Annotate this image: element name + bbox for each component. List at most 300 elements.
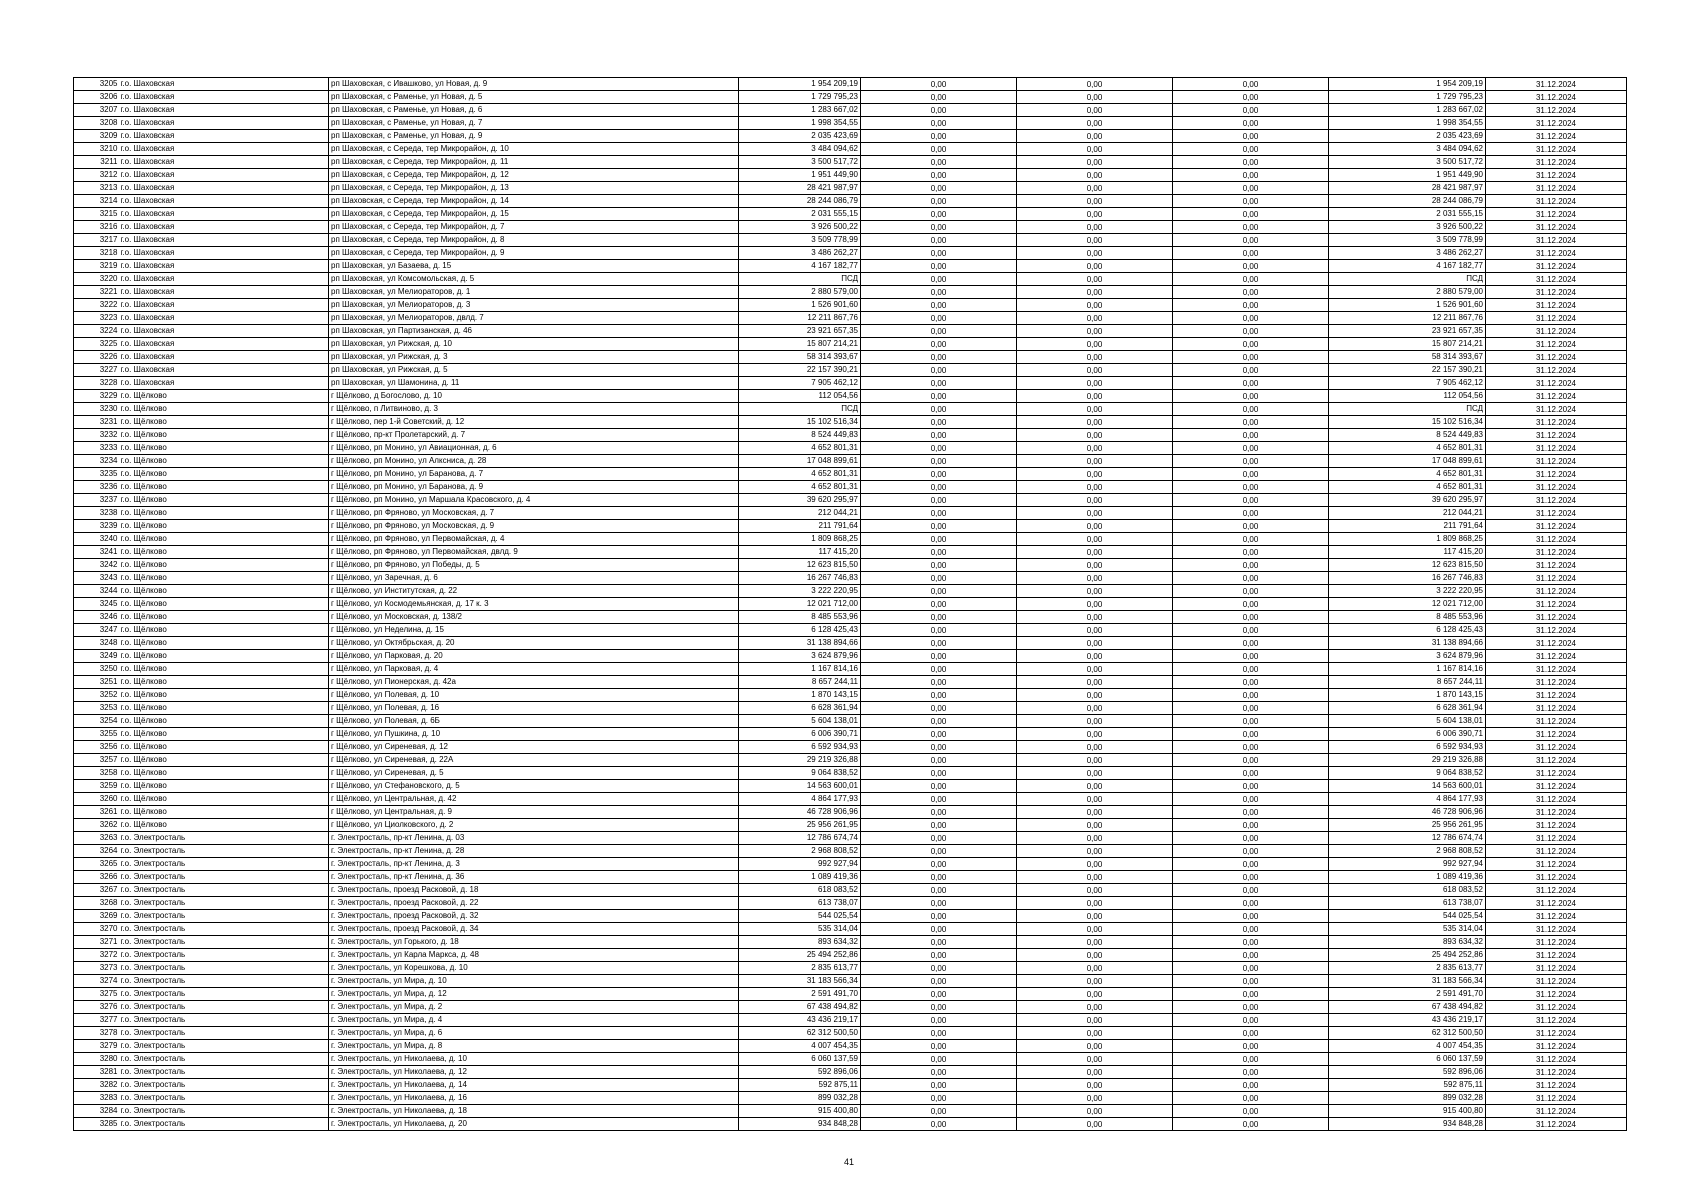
address-cell: г Щёлково, ул Институтская, д. 22 [329, 585, 739, 598]
zero-value-cell: 0,00 [1173, 390, 1329, 403]
row-number-cell: 3227 [74, 364, 119, 377]
municipality-cell: г.о. Шаховская [119, 286, 329, 299]
zero-value-cell: 0,00 [1017, 91, 1173, 104]
zero-value-cell: 0,00 [1017, 1092, 1173, 1105]
zero-value-cell: 0,00 [1017, 338, 1173, 351]
zero-value-cell: 0,00 [1173, 104, 1329, 117]
zero-value-cell: 0,00 [1173, 936, 1329, 949]
total-cell: 31 138 894,66 [1329, 637, 1486, 650]
total-cell: ПСД [1329, 403, 1486, 416]
address-cell: г Щёлково, рп Фряново, ул Победы, д. 5 [329, 559, 739, 572]
date-cell: 31.12.2024 [1486, 221, 1627, 234]
address-cell: г Щёлково, ул Заречная, д. 6 [329, 572, 739, 585]
zero-value-cell: 0,00 [1017, 520, 1173, 533]
zero-value-cell: 0,00 [1173, 650, 1329, 663]
table-row [74, 520, 1627, 533]
zero-value-cell: 0,00 [861, 377, 1017, 390]
total-cell: 544 025,54 [1329, 910, 1486, 923]
municipality-cell: г.о. Электросталь [119, 1118, 329, 1131]
cost-cell: 3 222 220,95 [739, 585, 861, 598]
address-cell: г Щёлково, п Литвиново, д. 3 [329, 403, 739, 416]
municipality-cell: г.о. Шаховская [119, 156, 329, 169]
date-cell: 31.12.2024 [1486, 676, 1627, 689]
table-row [74, 871, 1627, 884]
table-row [74, 559, 1627, 572]
address-cell: г. Электросталь, пр-кт Ленина, д. 28 [329, 845, 739, 858]
table-row [74, 247, 1627, 260]
table-row [74, 585, 1627, 598]
date-cell: 31.12.2024 [1486, 663, 1627, 676]
table-row [74, 455, 1627, 468]
municipality-cell: г.о. Щёлково [119, 494, 329, 507]
date-cell: 31.12.2024 [1486, 1027, 1627, 1040]
row-number-cell: 3261 [74, 806, 119, 819]
zero-value-cell: 0,00 [1017, 260, 1173, 273]
total-cell: 8 657 244,11 [1329, 676, 1486, 689]
total-cell: 5 604 138,01 [1329, 715, 1486, 728]
total-cell: 3 926 500,22 [1329, 221, 1486, 234]
cost-cell: 12 623 815,50 [739, 559, 861, 572]
cost-cell: 22 157 390,21 [739, 364, 861, 377]
municipality-cell: г.о. Шаховская [119, 104, 329, 117]
zero-value-cell: 0,00 [861, 936, 1017, 949]
total-cell: 592 896,06 [1329, 1066, 1486, 1079]
address-cell: рп Шаховская, с Середа, тер Микрорайон, д. 11 [329, 156, 739, 169]
total-cell: 28 421 987,97 [1329, 182, 1486, 195]
zero-value-cell: 0,00 [1017, 936, 1173, 949]
zero-value-cell: 0,00 [861, 728, 1017, 741]
table-row [74, 1040, 1627, 1053]
address-cell: г Щёлково, пер 1-й Советский, д. 12 [329, 416, 739, 429]
zero-value-cell: 0,00 [861, 793, 1017, 806]
municipality-cell: г.о. Щёлково [119, 390, 329, 403]
cost-cell: 1 870 143,15 [739, 689, 861, 702]
date-cell: 31.12.2024 [1486, 260, 1627, 273]
address-cell: рп Шаховская, ул Мелиораторов, двлд. 7 [329, 312, 739, 325]
zero-value-cell: 0,00 [1017, 767, 1173, 780]
address-cell: рп Шаховская, ул Мелиораторов, д. 3 [329, 299, 739, 312]
date-cell: 31.12.2024 [1486, 871, 1627, 884]
zero-value-cell: 0,00 [861, 975, 1017, 988]
zero-value-cell: 0,00 [1173, 858, 1329, 871]
date-cell: 31.12.2024 [1486, 988, 1627, 1001]
total-cell: 23 921 657,35 [1329, 325, 1486, 338]
zero-value-cell: 0,00 [1017, 312, 1173, 325]
zero-value-cell: 0,00 [1017, 455, 1173, 468]
table-row [74, 1118, 1627, 1131]
row-number-cell: 3210 [74, 143, 119, 156]
zero-value-cell: 0,00 [1173, 299, 1329, 312]
zero-value-cell: 0,00 [1017, 377, 1173, 390]
zero-value-cell: 0,00 [861, 1040, 1017, 1053]
municipality-cell: г.о. Щёлково [119, 572, 329, 585]
cost-cell: 5 604 138,01 [739, 715, 861, 728]
municipality-cell: г.о. Шаховская [119, 169, 329, 182]
table-row [74, 936, 1627, 949]
municipality-cell: г.о. Щёлково [119, 598, 329, 611]
municipality-cell: г.о. Шаховская [119, 312, 329, 325]
zero-value-cell: 0,00 [1017, 871, 1173, 884]
date-cell: 31.12.2024 [1486, 390, 1627, 403]
table-row [74, 689, 1627, 702]
total-cell: 16 267 746,83 [1329, 572, 1486, 585]
row-number-cell: 3251 [74, 676, 119, 689]
cost-cell: 8 524 449,83 [739, 429, 861, 442]
zero-value-cell: 0,00 [1173, 962, 1329, 975]
total-cell: 618 083,52 [1329, 884, 1486, 897]
address-cell: г. Электросталь, пр-кт Ленина, д. 3 [329, 858, 739, 871]
table-row [74, 377, 1627, 390]
zero-value-cell: 0,00 [1017, 858, 1173, 871]
zero-value-cell: 0,00 [1173, 312, 1329, 325]
cost-cell: 212 044,21 [739, 507, 861, 520]
municipality-cell: г.о. Щёлково [119, 533, 329, 546]
date-cell: 31.12.2024 [1486, 624, 1627, 637]
total-cell: 58 314 393,67 [1329, 351, 1486, 364]
row-number-cell: 3241 [74, 546, 119, 559]
address-cell: г Щёлково, ул Полевая, д. 10 [329, 689, 739, 702]
date-cell: 31.12.2024 [1486, 936, 1627, 949]
address-cell: г. Электросталь, ул Карла Маркса, д. 48 [329, 949, 739, 962]
row-number-cell: 3278 [74, 1027, 119, 1040]
total-cell: ПСД [1329, 273, 1486, 286]
zero-value-cell: 0,00 [1017, 299, 1173, 312]
date-cell: 31.12.2024 [1486, 338, 1627, 351]
zero-value-cell: 0,00 [861, 1066, 1017, 1079]
municipality-cell: г.о. Щёлково [119, 676, 329, 689]
zero-value-cell: 0,00 [1173, 546, 1329, 559]
date-cell: 31.12.2024 [1486, 741, 1627, 754]
municipality-cell: г.о. Щёлково [119, 793, 329, 806]
municipality-cell: г.о. Щёлково [119, 585, 329, 598]
date-cell: 31.12.2024 [1486, 858, 1627, 871]
table-row [74, 78, 1627, 91]
cost-cell: 992 927,94 [739, 858, 861, 871]
address-cell: г Щёлково, ул Пионерская, д. 42а [329, 676, 739, 689]
date-cell: 31.12.2024 [1486, 117, 1627, 130]
municipality-cell: г.о. Электросталь [119, 897, 329, 910]
row-number-cell: 3238 [74, 507, 119, 520]
zero-value-cell: 0,00 [1017, 247, 1173, 260]
zero-value-cell: 0,00 [1173, 1079, 1329, 1092]
municipality-cell: г.о. Щёлково [119, 468, 329, 481]
municipality-cell: г.о. Электросталь [119, 962, 329, 975]
table-row [74, 910, 1627, 923]
zero-value-cell: 0,00 [1017, 1118, 1173, 1131]
total-cell: 7 905 462,12 [1329, 377, 1486, 390]
zero-value-cell: 0,00 [861, 364, 1017, 377]
address-cell: рп Шаховская, с Середа, тер Микрорайон, д. 15 [329, 208, 739, 221]
table-row [74, 1066, 1627, 1079]
total-cell: 3 484 094,62 [1329, 143, 1486, 156]
zero-value-cell: 0,00 [861, 1079, 1017, 1092]
row-number-cell: 3223 [74, 312, 119, 325]
zero-value-cell: 0,00 [861, 533, 1017, 546]
municipality-cell: г.о. Шаховская [119, 338, 329, 351]
address-cell: г Щёлково, рп Монино, ул Алксниса, д. 28 [329, 455, 739, 468]
address-cell: г Щёлково, ул Сиреневая, д. 5 [329, 767, 739, 780]
row-number-cell: 3239 [74, 520, 119, 533]
address-cell: г Щёлково, рп Фряново, ул Первомайская, д. 4 [329, 533, 739, 546]
zero-value-cell: 0,00 [1173, 611, 1329, 624]
row-number-cell: 3256 [74, 741, 119, 754]
cost-cell: 915 400,80 [739, 1105, 861, 1118]
address-cell: г. Электросталь, ул Николаева, д. 20 [329, 1118, 739, 1131]
table-row [74, 143, 1627, 156]
zero-value-cell: 0,00 [1173, 1053, 1329, 1066]
address-cell: рп Шаховская, с Середа, тер Микрорайон, д. 10 [329, 143, 739, 156]
cost-cell: 592 896,06 [739, 1066, 861, 1079]
zero-value-cell: 0,00 [861, 767, 1017, 780]
row-number-cell: 3211 [74, 156, 119, 169]
municipality-cell: г.о. Шаховская [119, 351, 329, 364]
zero-value-cell: 0,00 [1173, 494, 1329, 507]
zero-value-cell: 0,00 [861, 741, 1017, 754]
municipality-cell: г.о. Электросталь [119, 936, 329, 949]
zero-value-cell: 0,00 [1017, 585, 1173, 598]
date-cell: 31.12.2024 [1486, 845, 1627, 858]
zero-value-cell: 0,00 [1173, 741, 1329, 754]
date-cell: 31.12.2024 [1486, 572, 1627, 585]
cost-cell: 28 421 987,97 [739, 182, 861, 195]
date-cell: 31.12.2024 [1486, 507, 1627, 520]
address-cell: рп Шаховская, с Середа, тер Микрорайон, д. 7 [329, 221, 739, 234]
date-cell: 31.12.2024 [1486, 689, 1627, 702]
address-cell: рп Шаховская, ул Комсомольская, д. 5 [329, 273, 739, 286]
zero-value-cell: 0,00 [1173, 845, 1329, 858]
address-cell: г Щёлково, рп Монино, ул Маршала Красовского, д. 4 [329, 494, 739, 507]
zero-value-cell: 0,00 [861, 143, 1017, 156]
municipality-cell: г.о. Шаховская [119, 221, 329, 234]
cost-cell: 7 905 462,12 [739, 377, 861, 390]
zero-value-cell: 0,00 [861, 1105, 1017, 1118]
table-row [74, 221, 1627, 234]
zero-value-cell: 0,00 [1173, 351, 1329, 364]
zero-value-cell: 0,00 [1017, 611, 1173, 624]
municipality-cell: г.о. Щёлково [119, 455, 329, 468]
municipality-cell: г.о. Электросталь [119, 1079, 329, 1092]
cost-cell: 3 484 094,62 [739, 143, 861, 156]
cost-cell: 3 509 778,99 [739, 234, 861, 247]
table-row [74, 494, 1627, 507]
table-row [74, 650, 1627, 663]
address-cell: г Щёлково, ул Пушкина, д. 10 [329, 728, 739, 741]
municipality-cell: г.о. Щёлково [119, 403, 329, 416]
date-cell: 31.12.2024 [1486, 364, 1627, 377]
total-cell: 212 044,21 [1329, 507, 1486, 520]
table-row [74, 1053, 1627, 1066]
total-cell: 1 089 419,36 [1329, 871, 1486, 884]
date-cell: 31.12.2024 [1486, 598, 1627, 611]
municipality-cell: г.о. Шаховская [119, 364, 329, 377]
zero-value-cell: 0,00 [1173, 169, 1329, 182]
cost-cell: 12 021 712,00 [739, 598, 861, 611]
table-row [74, 754, 1627, 767]
address-cell: г. Электросталь, пр-кт Ленина, д. 03 [329, 832, 739, 845]
zero-value-cell: 0,00 [1173, 676, 1329, 689]
zero-value-cell: 0,00 [1017, 390, 1173, 403]
municipality-cell: г.о. Электросталь [119, 1040, 329, 1053]
zero-value-cell: 0,00 [1173, 1027, 1329, 1040]
zero-value-cell: 0,00 [1173, 338, 1329, 351]
zero-value-cell: 0,00 [1017, 143, 1173, 156]
municipality-cell: г.о. Электросталь [119, 1014, 329, 1027]
row-number-cell: 3217 [74, 234, 119, 247]
municipality-cell: г.о. Щёлково [119, 780, 329, 793]
municipality-cell: г.о. Шаховская [119, 247, 329, 260]
address-cell: г. Электросталь, ул Мира, д. 6 [329, 1027, 739, 1040]
address-cell: рп Шаховская, с Ивашково, ул Новая, д. 9 [329, 78, 739, 91]
zero-value-cell: 0,00 [1173, 793, 1329, 806]
zero-value-cell: 0,00 [1017, 273, 1173, 286]
address-cell: рп Шаховская, ул Базаева, д. 15 [329, 260, 739, 273]
total-cell: 1 809 868,25 [1329, 533, 1486, 546]
total-cell: 592 875,11 [1329, 1079, 1486, 1092]
zero-value-cell: 0,00 [1173, 143, 1329, 156]
zero-value-cell: 0,00 [1173, 884, 1329, 897]
date-cell: 31.12.2024 [1486, 1118, 1627, 1131]
table-row [74, 598, 1627, 611]
zero-value-cell: 0,00 [1173, 221, 1329, 234]
total-cell: 62 312 500,50 [1329, 1027, 1486, 1040]
zero-value-cell: 0,00 [861, 650, 1017, 663]
zero-value-cell: 0,00 [861, 130, 1017, 143]
total-cell: 28 244 086,79 [1329, 195, 1486, 208]
address-cell: г. Электросталь, ул Николаева, д. 12 [329, 1066, 739, 1079]
row-number-cell: 3271 [74, 936, 119, 949]
date-cell: 31.12.2024 [1486, 962, 1627, 975]
row-number-cell: 3277 [74, 1014, 119, 1027]
row-number-cell: 3268 [74, 897, 119, 910]
municipality-cell: г.о. Шаховская [119, 260, 329, 273]
cost-cell: 592 875,11 [739, 1079, 861, 1092]
total-cell: 6 592 934,93 [1329, 741, 1486, 754]
zero-value-cell: 0,00 [1017, 1105, 1173, 1118]
table-row [74, 572, 1627, 585]
cost-cell: 1 089 419,36 [739, 871, 861, 884]
row-number-cell: 3259 [74, 780, 119, 793]
row-number-cell: 3225 [74, 338, 119, 351]
zero-value-cell: 0,00 [861, 468, 1017, 481]
zero-value-cell: 0,00 [1173, 455, 1329, 468]
cost-cell: ПСД [739, 403, 861, 416]
table-row [74, 1001, 1627, 1014]
zero-value-cell: 0,00 [1017, 494, 1173, 507]
zero-value-cell: 0,00 [1017, 325, 1173, 338]
cost-cell: 6 592 934,93 [739, 741, 861, 754]
zero-value-cell: 0,00 [861, 260, 1017, 273]
date-cell: 31.12.2024 [1486, 208, 1627, 221]
total-cell: 2 031 555,15 [1329, 208, 1486, 221]
table-row [74, 793, 1627, 806]
table-row [74, 273, 1627, 286]
date-cell: 31.12.2024 [1486, 728, 1627, 741]
row-number-cell: 3275 [74, 988, 119, 1001]
total-cell: 1 870 143,15 [1329, 689, 1486, 702]
zero-value-cell: 0,00 [1173, 923, 1329, 936]
total-cell: 893 634,32 [1329, 936, 1486, 949]
municipality-cell: г.о. Щёлково [119, 754, 329, 767]
row-number-cell: 3274 [74, 975, 119, 988]
row-number-cell: 3276 [74, 1001, 119, 1014]
date-cell: 31.12.2024 [1486, 702, 1627, 715]
date-cell: 31.12.2024 [1486, 780, 1627, 793]
date-cell: 31.12.2024 [1486, 286, 1627, 299]
zero-value-cell: 0,00 [861, 91, 1017, 104]
row-number-cell: 3262 [74, 819, 119, 832]
zero-value-cell: 0,00 [1173, 988, 1329, 1001]
cost-cell: 62 312 500,50 [739, 1027, 861, 1040]
total-cell: 2 835 613,77 [1329, 962, 1486, 975]
municipality-cell: г.о. Шаховская [119, 208, 329, 221]
total-cell: 2 880 579,00 [1329, 286, 1486, 299]
zero-value-cell: 0,00 [1173, 403, 1329, 416]
zero-value-cell: 0,00 [861, 962, 1017, 975]
total-cell: 17 048 899,61 [1329, 455, 1486, 468]
zero-value-cell: 0,00 [1173, 429, 1329, 442]
zero-value-cell: 0,00 [1017, 468, 1173, 481]
table-row [74, 546, 1627, 559]
zero-value-cell: 0,00 [861, 221, 1017, 234]
total-cell: 1 526 901,60 [1329, 299, 1486, 312]
row-number-cell: 3265 [74, 858, 119, 871]
cost-cell: 31 183 566,34 [739, 975, 861, 988]
address-cell: г Щёлково, ул Полевая, д. 16 [329, 702, 739, 715]
total-cell: 1 283 667,02 [1329, 104, 1486, 117]
zero-value-cell: 0,00 [861, 780, 1017, 793]
municipality-cell: г.о. Щёлково [119, 689, 329, 702]
table-row [74, 130, 1627, 143]
municipality-cell: г.о. Шаховская [119, 299, 329, 312]
date-cell: 31.12.2024 [1486, 715, 1627, 728]
row-number-cell: 3247 [74, 624, 119, 637]
zero-value-cell: 0,00 [1173, 1092, 1329, 1105]
address-cell: г Щёлково, ул Центральная, д. 42 [329, 793, 739, 806]
row-number-cell: 3233 [74, 442, 119, 455]
zero-value-cell: 0,00 [1173, 286, 1329, 299]
address-cell: рп Шаховская, ул Мелиораторов, д. 1 [329, 286, 739, 299]
date-cell: 31.12.2024 [1486, 91, 1627, 104]
total-cell: 9 064 838,52 [1329, 767, 1486, 780]
zero-value-cell: 0,00 [861, 754, 1017, 767]
date-cell: 31.12.2024 [1486, 819, 1627, 832]
date-cell: 31.12.2024 [1486, 832, 1627, 845]
cost-cell: 1 283 667,02 [739, 104, 861, 117]
total-cell: 43 436 219,17 [1329, 1014, 1486, 1027]
zero-value-cell: 0,00 [1017, 598, 1173, 611]
zero-value-cell: 0,00 [1173, 832, 1329, 845]
zero-value-cell: 0,00 [1017, 780, 1173, 793]
zero-value-cell: 0,00 [861, 507, 1017, 520]
table-row [74, 819, 1627, 832]
total-cell: 934 848,28 [1329, 1118, 1486, 1131]
date-cell: 31.12.2024 [1486, 1105, 1627, 1118]
date-cell: 31.12.2024 [1486, 1092, 1627, 1105]
zero-value-cell: 0,00 [1173, 637, 1329, 650]
row-number-cell: 3236 [74, 481, 119, 494]
zero-value-cell: 0,00 [1017, 884, 1173, 897]
address-cell: г Щёлково, ул Сиреневая, д. 12 [329, 741, 739, 754]
cost-cell: 1 954 209,19 [739, 78, 861, 91]
table-row [74, 637, 1627, 650]
address-cell: рп Шаховская, с Раменье, ул Новая, д. 6 [329, 104, 739, 117]
zero-value-cell: 0,00 [1173, 156, 1329, 169]
date-cell: 31.12.2024 [1486, 767, 1627, 780]
address-cell: г. Электросталь, ул Мира, д. 2 [329, 1001, 739, 1014]
municipality-cell: г.о. Электросталь [119, 858, 329, 871]
zero-value-cell: 0,00 [1173, 377, 1329, 390]
row-number-cell: 3249 [74, 650, 119, 663]
